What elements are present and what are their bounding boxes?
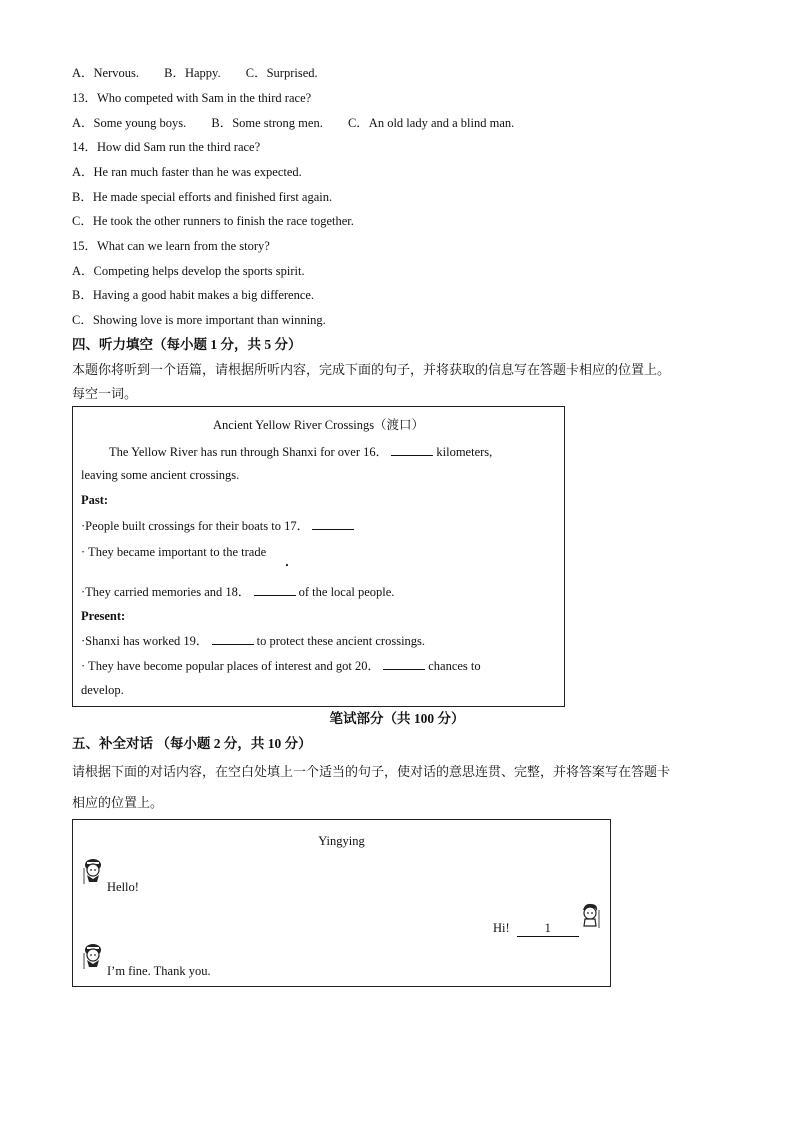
stray-dot (286, 564, 288, 566)
blank-1-number: 1 (544, 921, 551, 935)
present-item-1-text: ·Shanxi has worked 19． (81, 634, 209, 648)
q15-option-c: C．Showing love is more important than winning. (72, 313, 326, 327)
blank-1[interactable] (517, 920, 579, 937)
blank-16[interactable] (391, 443, 433, 456)
intro-line (109, 443, 492, 460)
q13-option-a: A．Some young boys. (72, 116, 187, 130)
intro-text: The Yellow River has run through Shanxi for over 16． (109, 445, 389, 459)
dialog-box (72, 819, 611, 987)
listening-box-title: Ancient Yellow River Crossings（渡口） (212, 418, 425, 432)
q14-option-a: A．He ran much faster than he was expected. (72, 165, 302, 179)
past-item-3 (81, 583, 394, 600)
blank-20[interactable] (383, 657, 425, 670)
past-item-3-end: of the local people. (298, 585, 395, 599)
present-item-1 (81, 632, 425, 649)
section5-title: 五、补全对话 （每小题 2 分，共 10 分） (72, 736, 312, 751)
present-item-2 (81, 657, 481, 674)
q14-option-c: C．He took the other runners to finish the race together. (72, 214, 354, 228)
q12-option-c: C．Surprised. (245, 66, 318, 80)
section4-instruction-cont: 每空一词。 (72, 386, 138, 401)
q13-option-c: C．An old lady and a blind man. (347, 116, 515, 130)
listening-box (72, 406, 565, 707)
girl-avatar-icon (82, 858, 104, 884)
present-item-1-end: to protect these ancient crossings. (256, 634, 426, 648)
section5-instruction: 请根据下面的对话内容，在空白处填上一个适当的句子，使对话的意思连贯、完整，并将答案写在答题卡 (72, 764, 671, 779)
present-item-2-cont: develop. (81, 683, 124, 697)
section4-instruction: 本题你将听到一个语篇，请根据所听内容，完成下面的句子，并将获取的信息写在答题卡相应的位置上。 (72, 362, 671, 377)
q14-question: 14．How did Sam run the third race? (72, 140, 261, 154)
past-item-1-text: ·People built crossings for their boats to 17． (81, 519, 310, 533)
q12-option-a: A．Nervous. (72, 66, 140, 80)
q15-option-a: A．Competing helps develop the sports spirit. (72, 264, 305, 278)
q12-options (72, 65, 318, 81)
past-item-3-text: ·They carried memories and 18． (81, 585, 251, 599)
dialog-line-2-text: Hi! (493, 921, 510, 935)
section4-title: 四、听力填空（每小题 1 分，共 5 分） (72, 337, 302, 352)
blank-17[interactable] (312, 517, 354, 530)
dialog-line-2 (493, 920, 579, 937)
q15-option-b: B．Having a good habit makes a big difference. (72, 288, 315, 302)
dialog-line-1: Hello! (107, 880, 139, 894)
girl-avatar-icon-2 (82, 943, 104, 969)
past-heading: Past: (81, 493, 109, 507)
written-part-heading: 笔试部分（共 100 分） (329, 711, 465, 726)
present-item-2-text: · They have become popular places of interest and got 20． (81, 659, 380, 673)
section5-instruction-cont: 相应的位置上。 (72, 795, 164, 810)
boy-avatar-icon (579, 902, 601, 928)
present-item-2-end: chances to (428, 659, 481, 673)
q13-option-b: B．Some strong men. (211, 116, 323, 130)
q15-question: 15．What can we learn from the story? (72, 239, 270, 253)
past-item-2: · They became important to the trade (81, 545, 267, 559)
q13-options (72, 115, 514, 131)
q14-option-b: B．He made special efforts and finished first again. (72, 190, 333, 204)
blank-19[interactable] (212, 632, 254, 645)
blank-18[interactable] (254, 583, 296, 596)
intro-text-end: kilometers, (436, 445, 493, 459)
present-heading: Present: (81, 609, 126, 623)
q12-option-b: B．Happy. (164, 66, 221, 80)
dialog-title: Yingying (318, 834, 365, 848)
past-item-1 (81, 517, 354, 534)
q13-question: 13．Who competed with Sam in the third race? (72, 91, 312, 105)
intro-line-cont: leaving some ancient crossings. (81, 468, 240, 482)
dialog-line-3: I’m fine. Thank you. (107, 964, 211, 978)
